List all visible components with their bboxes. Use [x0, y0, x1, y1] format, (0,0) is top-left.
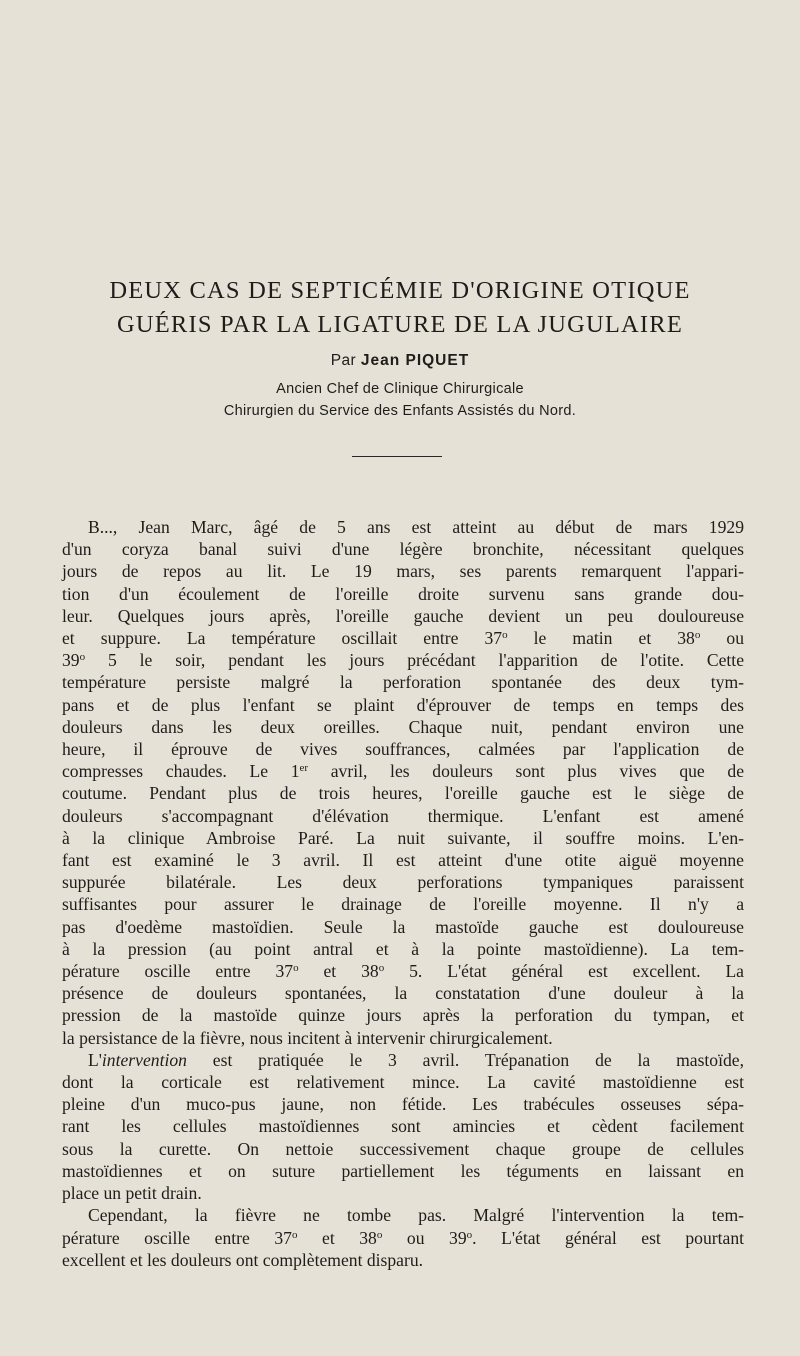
affiliation-1: Ancien Chef de Clinique Chirurgicale [276, 381, 524, 397]
text-line [62, 649, 744, 671]
article-body [62, 516, 744, 1271]
text-fragment: et suppure. La température oscillait entre 37 [62, 628, 503, 649]
byline-prefix: Par [330, 352, 357, 369]
text-fragment: ou 39 [382, 1227, 467, 1248]
text-line: sous la curette. On nettoie successivement chaque groupe de cellules [62, 1138, 744, 1159]
emphasis-intervention: intervention [101, 1049, 187, 1070]
text-fragment: ou [700, 628, 744, 649]
text-line: dont la corticale est relativement mince. La cavité mastoïdienne est [62, 1072, 744, 1093]
text-line: la persistance de la fièvre, nous incitent à intervenir chirurgicalement. [62, 1027, 553, 1048]
text-line: pas d'oedème mastoïdien. Seule la mastoïde gauche est douloureuse [62, 916, 744, 937]
text-fragment: . L'état général est pourtant [472, 1227, 745, 1248]
degree-mark: o [79, 651, 86, 664]
text-fragment: 39 [62, 650, 80, 671]
text-line: douleurs dans les deux oreilles. Chaque nuit, pendant environ une [62, 716, 744, 737]
title-divider [352, 456, 442, 457]
text-fragment: pérature oscille entre 37 [62, 1227, 292, 1248]
text-line [62, 1049, 744, 1071]
text-line: coutume. Pendant plus de trois heures, l'oreille gauche est le siège de [62, 783, 744, 804]
affiliation-2: Chirurgien du Service des Enfants Assistés du Nord. [223, 403, 577, 419]
text-fragment: le matin et 38 [507, 628, 695, 649]
degree-mark: o [502, 629, 508, 642]
text-line: place un petit drain. [62, 1183, 202, 1204]
text-line [62, 760, 744, 782]
text-fragment: avril, les douleurs sont plus vives que de [308, 761, 745, 782]
text-fragment: est pratiquée le 3 avril. Trépanation de la mastoïde, [186, 1049, 744, 1070]
text-fragment: compresses chaudes. Le 1 [62, 761, 300, 782]
degree-mark: o [466, 1228, 473, 1241]
text-line: pans et de plus l'enfant se plaint d'éprouver de temps en temps des [62, 694, 744, 715]
text-fragment: et 38 [297, 1227, 377, 1248]
text-line: suffisantes pour assurer le drainage de l'oreille moyenne. Il n'y a [62, 894, 744, 915]
text-line: B..., Jean Marc, âgé de 5 ans est atteint au début de mars 1929 [88, 517, 744, 537]
text-fragment: et 38 [298, 961, 379, 982]
text-line: mastoïdiennes et on suture partiellement les téguments en laissant en [62, 1160, 744, 1181]
text-line: pression de la mastoïde quinze jours après la perforation du tympan, et [62, 1005, 744, 1026]
text-line: présence de douleurs spontanées, la constatation d'une douleur à la [62, 983, 744, 1004]
text-line: Cependant, la fièvre ne tombe pas. Malgré l'intervention la tem- [88, 1205, 744, 1226]
text-line [62, 627, 744, 649]
text-line: douleurs s'accompagnant d'élévation thermique. L'enfant est amené [62, 805, 744, 826]
text-line: température persiste malgré la perforation spontanée des deux tym- [62, 672, 744, 693]
text-fragment: L' [88, 1049, 102, 1070]
text-line: excellent et les douleurs ont complètement disparu. [62, 1249, 424, 1270]
degree-mark: o [694, 629, 701, 642]
text-line: à la clinique Ambroise Paré. La nuit suivante, il souffre moins. L'en- [62, 827, 744, 848]
degree-mark: o [291, 1228, 298, 1241]
text-line: fant est examiné le 3 avril. Il est atteint d'une otite aiguë moyenne [62, 850, 744, 871]
degree-mark: o [378, 962, 385, 975]
ordinal-mark: er [299, 762, 309, 775]
text-line: suppurée bilatérale. Les deux perforations tympaniques paraissent [62, 872, 744, 893]
text-line [62, 1227, 744, 1249]
byline [0, 352, 800, 370]
text-fragment: 5. L'état général est excellent. La [384, 961, 744, 982]
text-line [62, 960, 744, 982]
text-line: tion d'un écoulement de l'oreille droite survenu sans grande dou- [62, 583, 744, 604]
article-title-line-2: GUÉRIS PAR LA LIGATURE DE LA JUGULAIRE [116, 311, 683, 338]
text-line: à la pression (au point antral et à la pointe mastoïdienne). La tem- [62, 938, 744, 959]
text-line: d'un coryza banal suivi d'une légère bronchite, nécessitant quelques [62, 539, 744, 560]
article-title-line-1: DEUX CAS DE SEPTICÉMIE D'ORIGINE OTIQUE [109, 277, 691, 304]
author-name: Jean PIQUET [360, 352, 470, 369]
degree-mark: o [293, 962, 299, 975]
text-line: rant les cellules mastoïdiennes sont amincies et cèdent facilement [62, 1116, 744, 1137]
text-line: leur. Quelques jours après, l'oreille gauche devient un peu douloureuse [62, 605, 744, 626]
text-fragment: 5 le soir, pendant les jours précédant l'apparition de l'otite. Cette [85, 650, 744, 671]
text-fragment: pérature oscille entre 37 [62, 961, 294, 982]
text-line: jours de repos au lit. Le 19 mars, ses parents remarquent l'appari- [62, 561, 744, 582]
text-line: heure, il éprouve de vives souffrances, calmées par l'application de [62, 739, 744, 760]
degree-mark: o [376, 1228, 383, 1241]
text-line: pleine d'un muco-pus jaune, non fétide. Les trabécules osseuses sépa- [62, 1094, 744, 1115]
